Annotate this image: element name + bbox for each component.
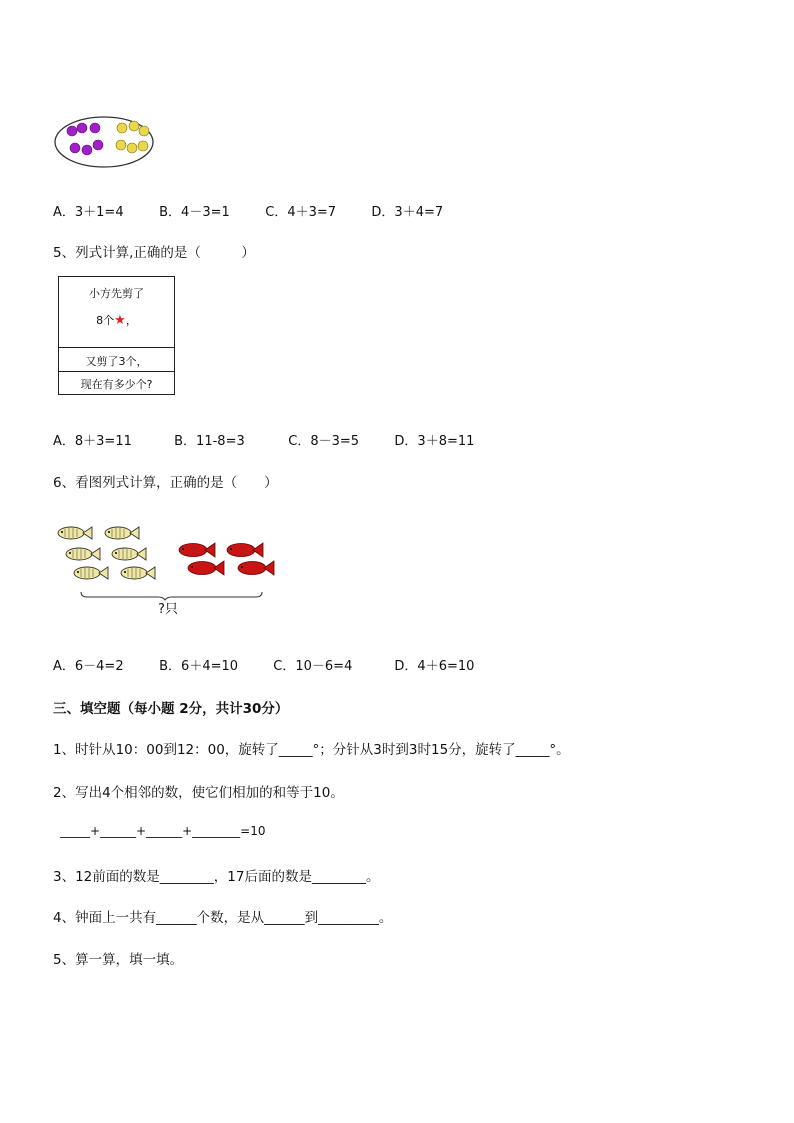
yellow-fish xyxy=(66,548,100,560)
q4-option-b[interactable]: B．4－3=1 xyxy=(159,205,230,220)
q5-box-line2-suffix: ， xyxy=(125,314,137,327)
red-fish xyxy=(227,543,263,557)
red-fish xyxy=(238,561,274,575)
q6-option-a[interactable]: A．6－4=2 xyxy=(53,659,124,674)
q4-option-a[interactable]: A．3＋1=4 xyxy=(53,205,124,220)
s3-item-2: 2、写出4个相邻的数，使它们相加的和等于10。 xyxy=(53,785,344,801)
q6-option-b[interactable]: B．6＋4=10 xyxy=(159,659,239,674)
q5-option-b[interactable]: B．11-8=3 xyxy=(174,434,245,449)
q5-box-line3: 又剪了3个， xyxy=(85,355,148,368)
s3-item-4: 4、钟面上一共有______个数，是从______到_________。 xyxy=(53,910,393,926)
q6-options xyxy=(53,655,474,674)
q5-options xyxy=(53,430,474,449)
q4-option-d[interactable]: D．3＋4=7 xyxy=(371,205,444,220)
q5-box-line2-prefix: 8个 xyxy=(96,314,115,327)
yellow-fish xyxy=(74,567,108,579)
red-fish xyxy=(188,561,224,575)
s3-item-3: 3、12前面的数是________，17后面的数是________。 xyxy=(53,869,380,885)
q5-box-line2 xyxy=(59,312,174,328)
q6-brace-label: ?只 xyxy=(158,602,178,617)
s3-item-1: 1、时针从10：00到12：00，旋转了_____°；分针从3时到3时15分，旋转了_____°。 xyxy=(53,742,570,758)
yellow-fish xyxy=(58,527,92,539)
yellow-fish xyxy=(105,527,139,539)
section3-heading: 三、填空题（每小题 2分，共计30分） xyxy=(53,701,289,717)
q6-option-c[interactable]: C．10－6=4 xyxy=(273,659,353,674)
yellow-fish xyxy=(112,548,146,560)
flower-plate-image xyxy=(52,112,162,172)
q5-word-problem-box xyxy=(58,276,175,395)
s3-item-5: 5、算一算，填一填。 xyxy=(53,952,184,968)
q6-option-d[interactable]: D．4＋6=10 xyxy=(394,659,475,674)
q5-box-line1: 小方先剪了 xyxy=(89,287,144,300)
q4-option-c[interactable]: C．4＋3=7 xyxy=(265,205,337,220)
q4-options xyxy=(53,201,443,220)
s3-item-2-blanks: _____+______+______+________=10 xyxy=(60,824,266,838)
q5-option-d[interactable]: D．3＋8=11 xyxy=(394,434,475,449)
yellow-fish xyxy=(121,567,155,579)
red-fish xyxy=(179,543,215,557)
q6-question: 6、看图列式计算，正确的是（ ） xyxy=(53,475,278,491)
q5-option-a[interactable]: A．8＋3=11 xyxy=(53,434,132,449)
q5-option-c[interactable]: C．8－3=5 xyxy=(288,434,360,449)
star-icon: ★ xyxy=(114,313,126,328)
q5-question: 5、列式计算,正确的是（ ） xyxy=(53,245,255,261)
q5-box-line4: 现在有多少个? xyxy=(80,378,153,391)
